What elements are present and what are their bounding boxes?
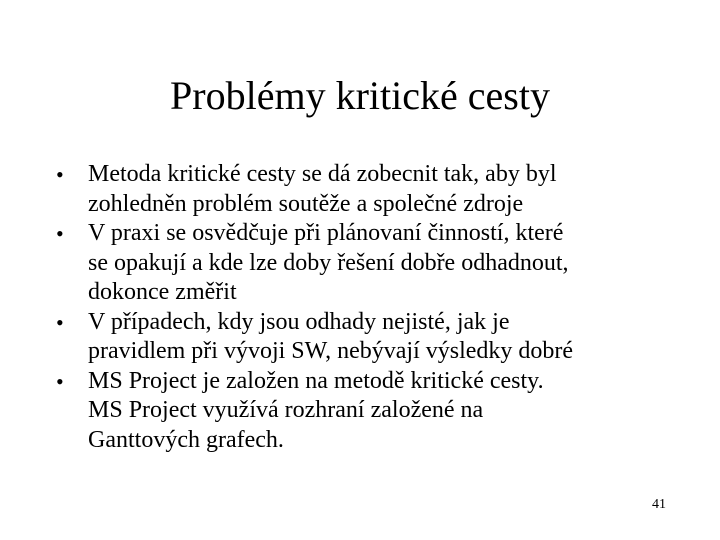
bullet-text-line: Metoda kritické cesty se dá zobecnit tak, aby byl	[88, 161, 557, 187]
slide-title: Problémy kritické cesty	[170, 73, 550, 118]
bullet-item	[56, 367, 676, 456]
bullet-icon: •	[56, 309, 64, 335]
bullet-text-line: MS Project využívá rozhraní založené na	[88, 397, 484, 423]
bullet-text-line: se opakují a kde lze doby řešení dobře odhadnout,	[88, 249, 569, 276]
bullet-text-line: dokonce změřit	[88, 279, 237, 305]
bullet-item	[56, 308, 676, 367]
bullet-item	[56, 160, 676, 219]
bullet-text-line: V praxi se osvědčuje při plánovaní činností, které	[88, 220, 564, 246]
page-number: 41	[652, 497, 666, 512]
bullet-item	[56, 219, 676, 308]
bullet-icon: •	[56, 162, 64, 187]
bullet-icon: •	[56, 368, 64, 394]
bullet-text-line: Ganttových grafech.	[88, 426, 284, 453]
bullet-text-line: V případech, kdy jsou odhady nejisté, jak je	[88, 308, 510, 335]
bullet-text-line: zohledněn problém soutěže a společné zdroje	[88, 190, 524, 217]
bullet-icon: •	[56, 221, 64, 246]
bullet-text-line: pravidlem při vývoji SW, nebývají výsledky dobré	[88, 338, 574, 364]
bullet-text-line: MS Project je založen na metodě kritické cesty.	[88, 367, 544, 394]
bullet-list	[56, 160, 676, 455]
